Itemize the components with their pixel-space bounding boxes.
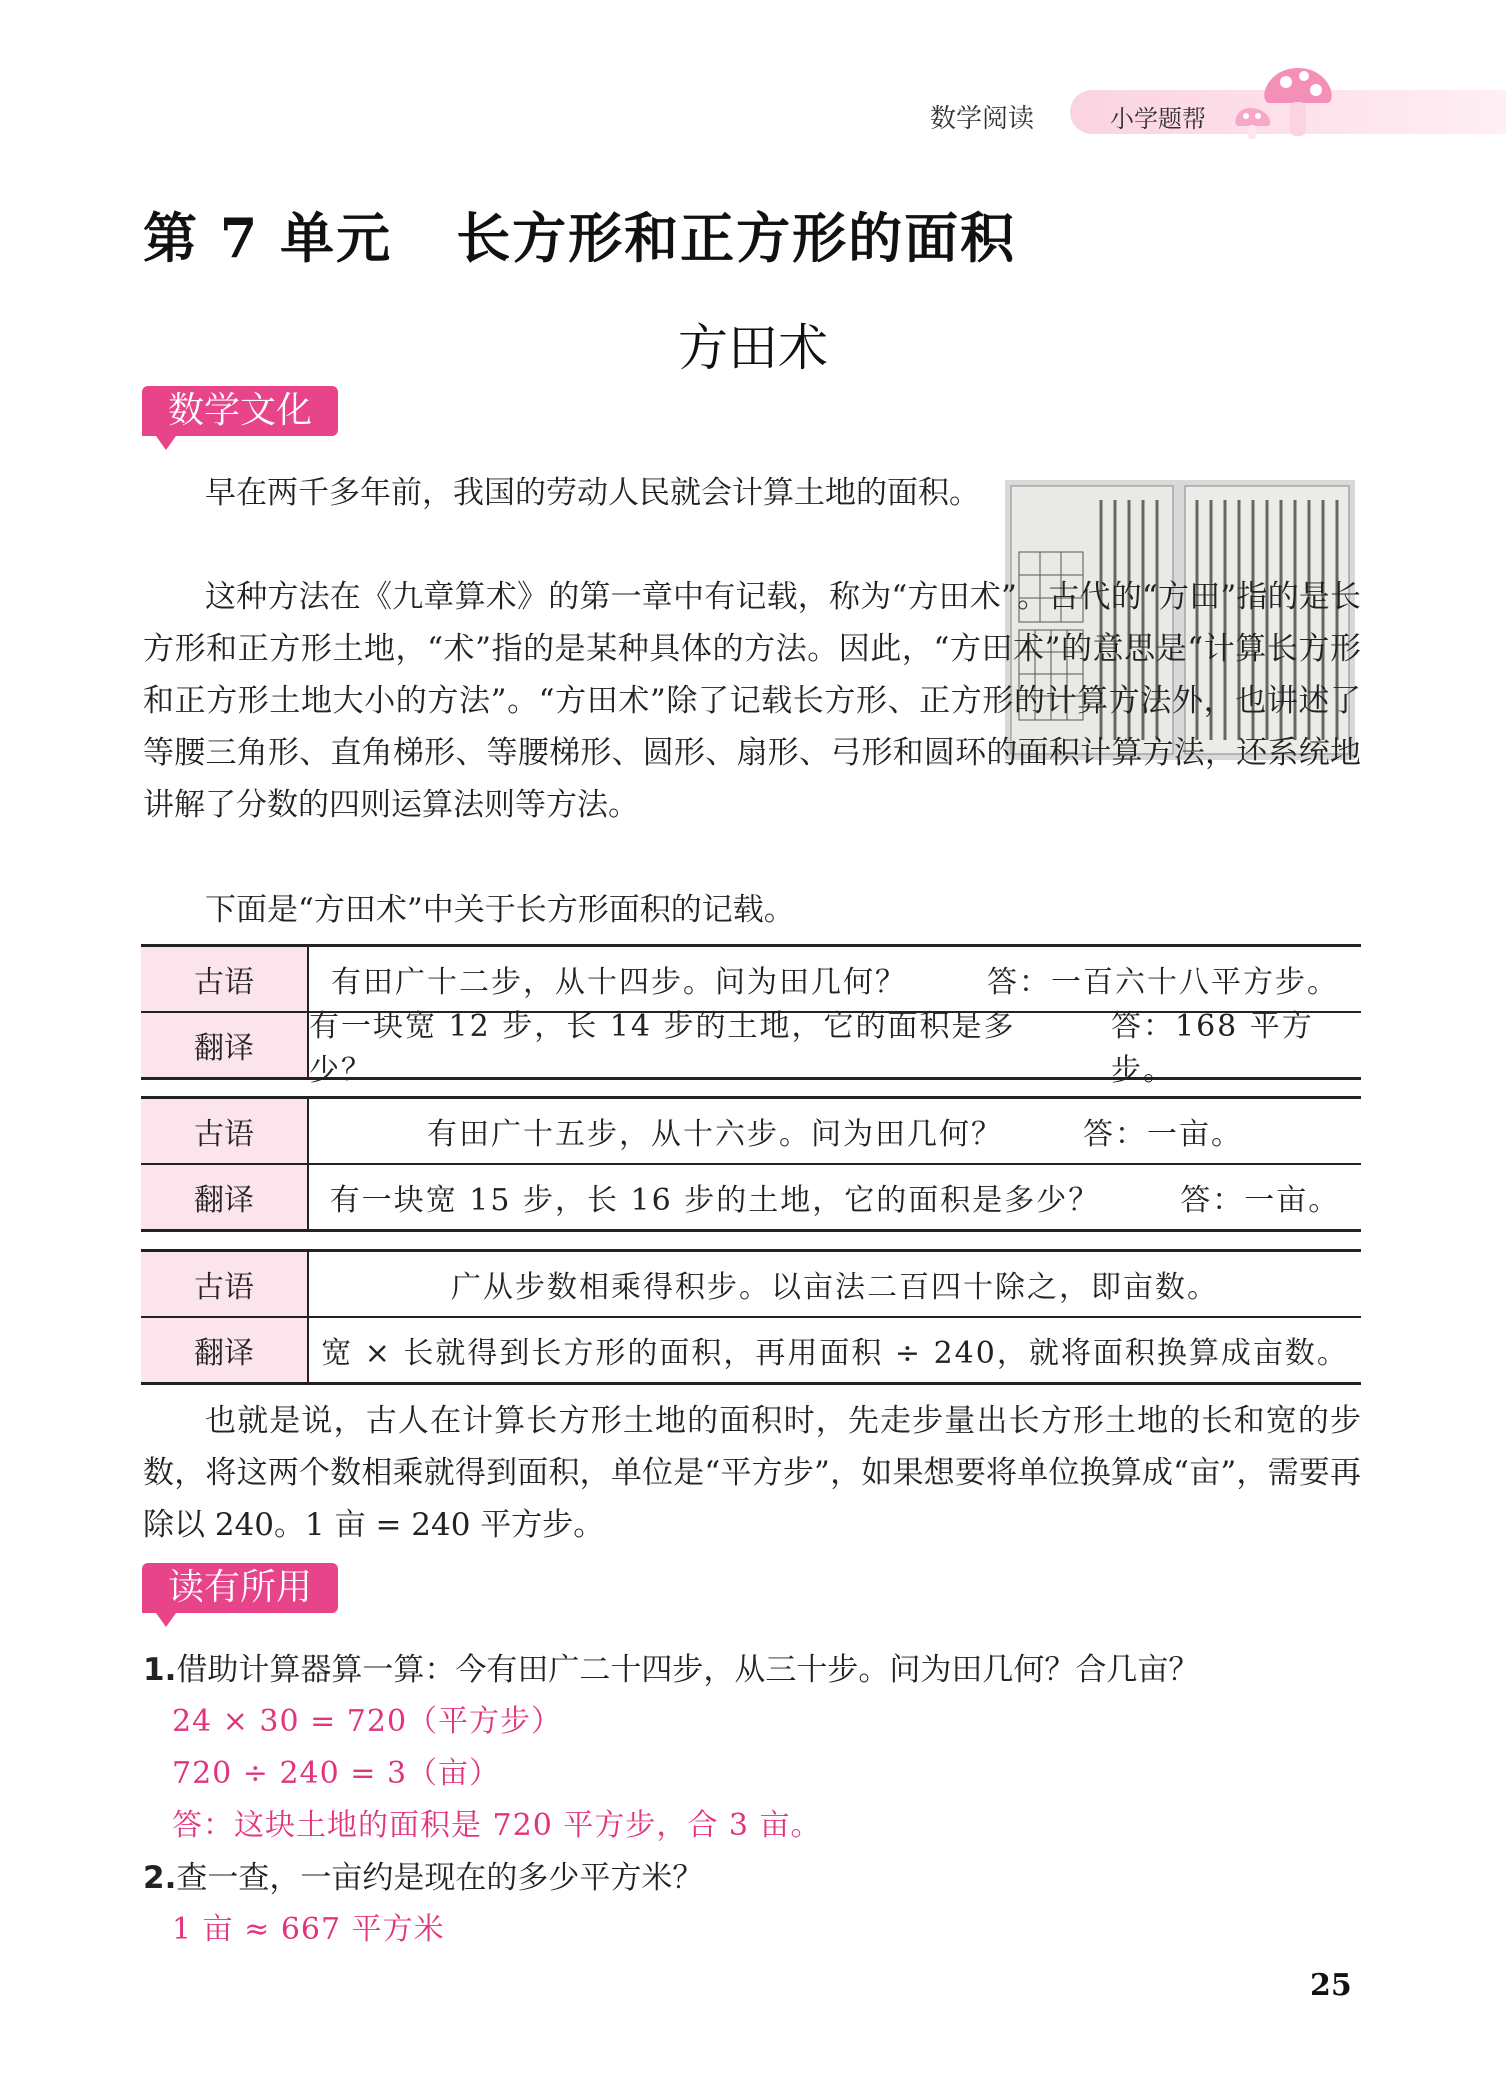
row-content [309,1252,1361,1316]
row-text: 有一块宽 12 步，长 14 步的土地，它的面积是多少？ [309,1009,1016,1088]
row-content [309,1099,1361,1163]
question-text: 借助计算器算一算：今有田广二十四步，从三十步。问为田几何？合几亩？ [176,1652,1200,1688]
answer-line: 24 × 30 = 720（平方步） [172,1704,563,1739]
row-label: 古语 [141,1252,309,1316]
question-2 [143,1852,703,1904]
row-content [309,1165,1361,1229]
article-title: 方田术 [678,319,828,377]
table-row [141,1099,1361,1163]
table-row [141,1252,1361,1316]
section-tag-apply: 读有所用 [142,1563,338,1613]
table-row [141,1316,1361,1382]
row-label: 翻译 [141,1318,309,1382]
unit-number: 第 7 单元 [143,206,393,270]
row-text: 广从步数相乘得积步。以亩法二百四十除之，即亩数。 [451,1270,1219,1305]
row-text: 有田广十五步，从十六步。问为田几何？ [427,1117,1003,1152]
row-text: 有一块宽 15 步，长 16 步的土地，它的面积是多少？ [329,1183,1101,1218]
record-table-1 [141,944,1361,1088]
table-row [141,1009,1361,1088]
paragraph-method: 这种方法在《九章算术》的第一章中有记载，称为“方田术”。古代的“方田”指的是长方形和正方形土地，“术”指的是某种具体的方法。因此，“方田术”的意思是“计算长方形和正方形土地大小的方法”。“方田术”除了记载长方形、正方形的计算方法外，也讲述了等腰三角形、直角梯形、等腰梯形、圆形、扇形、弓形和圆环的面积计算方法，还系统地讲解了分数的四则运算法则等方法。 [143,579,1361,823]
answer-line: 答：这块土地的面积是 720 平方步，合 3 亩。 [172,1808,822,1843]
question-number: 2. [143,1860,177,1896]
page-number: 25 [1310,1968,1352,2003]
mushroom-icon [1228,58,1348,148]
header-right-label: 小学题帮 [1110,105,1206,133]
row-answer: 答：一亩。 [1180,1183,1341,1218]
row-content [309,1318,1361,1382]
unit-name: 长方形和正方形的面积 [456,206,1017,270]
record-table-3 [141,1249,1361,1385]
row-answer: 答：一亩。 [1083,1117,1243,1152]
row-text: 有田广十二步，从十四步。问为田几何？ [331,965,907,1000]
unit-title [143,196,1016,273]
paragraph-table-intro: 下面是“方田术”中关于长方形面积的记载。 [205,892,795,928]
row-label: 翻译 [141,1013,309,1077]
row-label: 古语 [141,947,309,1011]
paragraph-summary: 也就是说，古人在计算长方形土地的面积时，先走步量出长方形土地的长和宽的步数，将这两个数相乘就得到面积，单位是“平方步”，如果想要将单位换算成“亩”，需要再除以 240。1 亩 = 240 平方步。 [143,1403,1361,1543]
row-label: 翻译 [141,1165,309,1229]
question-number: 1. [143,1652,177,1688]
paragraph-intro: 早在两千多年前，我国的劳动人民就会计算土地的面积。 [205,475,980,511]
row-answer: 答：一百六十八平方步。 [987,965,1339,1000]
section-tag-math-culture: 数学文化 [142,386,338,436]
row-content [309,1009,1361,1088]
record-table-2 [141,1096,1361,1232]
table-row [141,1163,1361,1229]
question-text: 查一查，一亩约是现在的多少平方米？ [176,1860,704,1896]
header-left-label: 数学阅读 [930,104,1035,134]
question-1 [143,1644,1199,1696]
answer-line: 720 ÷ 240 = 3（亩） [172,1756,501,1791]
row-answer: 答：168 平方步。 [1111,1009,1314,1088]
answer-line: 1 亩 ≈ 667 平方米 [172,1912,445,1947]
row-text: 宽 × 长就得到长方形的面积，再用面积 ÷ 240，就将面积换算成亩数。 [321,1336,1349,1371]
row-label: 古语 [141,1099,309,1163]
